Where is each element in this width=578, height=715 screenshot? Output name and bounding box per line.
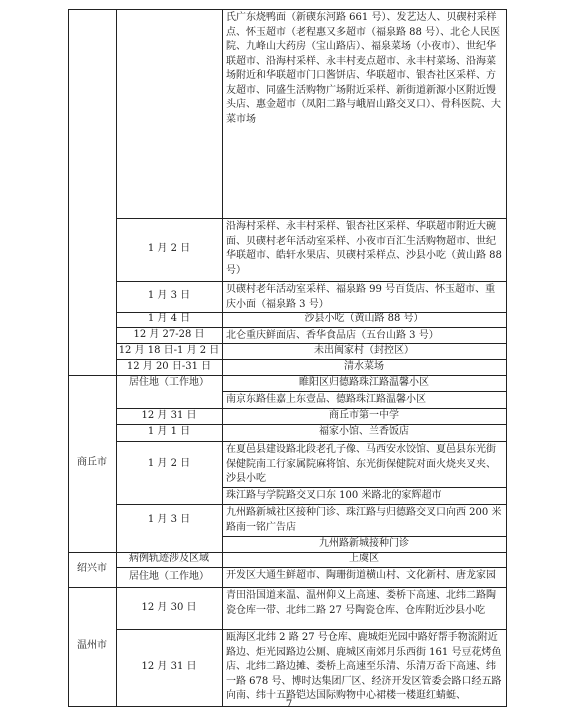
table-rule-h — [116, 567, 507, 568]
table-cell-date: 1 月 3 日 — [147, 513, 191, 525]
table-cell-places: 在夏邑县建设路北段老孔子像、马西安水饺馆、夏邑县东光街保健院南工行家属院麻将馆、东光街保健院对面火烧夹叉夹、沙县小吃 — [226, 444, 496, 484]
table-rule-h — [116, 218, 507, 219]
table-cell-date: 12 月 18 日-1 月 2 日 — [118, 344, 220, 356]
table-cell-places: 上虞区 — [349, 553, 379, 565]
table-rule-h — [116, 327, 507, 328]
table-cell-date: 1 月 1 日 — [147, 426, 191, 438]
table-cell-date: 居住地（工作地） — [129, 570, 209, 582]
table-rule-v — [116, 9, 117, 706]
table-cell-places: 瓯海区北纬 2 路 27 号仓库、鹿城炬光园中路好帮手物流附近路边、炬光园路边公厕、鹿城区南郊月乐西街 161 号豆花烤鱼店、北纬二路边摊、娄桥上高速至乐清、乐清万岙下高速、纬一路 678 号、博时达集团厂区、经济开发区管委会路口经五路向南、纬十五路铠达国际购物中心裙楼一楼逛红蜻蜓、 — [226, 632, 502, 701]
table-rule-h — [222, 536, 507, 537]
table-cell-date: 1 月 2 日 — [147, 457, 191, 469]
table-rule-h — [68, 9, 507, 10]
table-rule-h — [116, 629, 507, 630]
city-cell-shangqiu: 商丘市 — [77, 457, 107, 469]
table-rule-v — [68, 9, 69, 706]
table-cell-places: 青田沿国道来温、温州仰义上高速、娄桥下高速、北纬二路陶瓷仓库一带、北纬二路 27 号陶瓷仓库、仓库附近沙县小吃 — [226, 590, 496, 616]
table-rule-h — [68, 587, 507, 588]
table-cell-places: 九州路新城社区接种门诊、珠江路与归德路交叉口向西 200 米路南一铭广告店 — [226, 507, 502, 533]
table-cell-places: 珠江路与学院路交叉口东 100 米路北的家辉超市 — [226, 490, 442, 501]
table-rule-h — [116, 504, 507, 505]
table-cell-places: 清水菜场 — [344, 360, 384, 372]
table-cell-date: 12 月 20 日-31 日 — [126, 360, 212, 372]
table-cell-places: 氏广东烧鸭面（新碶东河路 661 号）、发艺达人、贝碶村采样点、怀玉超市（老程惠又多超市（福泉路 88 号）、北仑人民医院、九峰山大药房（宝山路店）、福泉菜场（小夜市）、世纪华联超市、沿海村采样、永丰村麦点超市、永丰村菜场、沿海菜场附近和华联超市门口酱饼店、华联超市、银杏社区采样、方友超市、同盛生活购物广场附近采样、新街道新源小区附近馒头店、惠金超市（凤阳二路与峨眉山路交叉口）、骨科医院、大菜市场 — [226, 12, 501, 125]
table-cell-date: 1 月 3 日 — [147, 290, 191, 302]
table-rule-h — [222, 487, 507, 488]
table-cell-date: 12 月 31 日 — [141, 661, 197, 673]
table-cell-date: 居住地（工作地） — [129, 376, 209, 388]
city-cell-wenzhou: 温州市 — [77, 640, 107, 652]
table-rule-h — [116, 281, 507, 282]
table-rule-h — [116, 343, 507, 344]
table-cell-places: 沿海村采样、永丰村采样、银杏社区采样、华联超市附近大碗面、贝碶村老年活动室采样、小夜市百汇生活购物超市、世纪华联超市、皓轩水果店、贝碶村采样点、沙县小吃（黄山路 88 号） — [226, 221, 502, 276]
table-cell-date: 1 月 2 日 — [147, 243, 191, 255]
table-cell-places: 贝碶村老年活动室采样、福泉路 99 号百货店、怀玉超市、重庆小面（福泉路 3 号） — [226, 284, 496, 310]
table-cell-places: 未出闽家村（封控区） — [314, 344, 414, 356]
table-cell-places: 开发区大通生鲜超市、陶珊街道横山村、文化新村、唐龙家园 — [226, 570, 496, 581]
table-rule-h — [222, 391, 507, 392]
table-cell-places: 沙县小吃（黄山路 88 号） — [304, 313, 424, 325]
table-cell-date: 12 月 31 日 — [141, 409, 197, 421]
table-rule-h — [116, 408, 507, 409]
table-cell-places: 南京东路佳嘉上东壹品、德路珠江路温馨小区 — [226, 394, 426, 405]
table-cell-date: 12 月 30 日 — [141, 601, 197, 613]
city-cell-shaoxing: 绍兴市 — [77, 563, 107, 575]
table-cell-places: 北仑重庆鲜面店、香华食品店（五台山路 3 号） — [226, 330, 439, 341]
table-cell-places: 睢阳区归德路珠江路温馨小区 — [299, 376, 429, 388]
table-cell-places: 九州路新城接种门诊 — [319, 537, 409, 549]
table-rule-h — [68, 375, 507, 376]
table-rule-h — [116, 441, 507, 442]
table-rule-h — [116, 312, 507, 313]
table-rule-v — [222, 9, 223, 706]
table-rule-v — [506, 9, 507, 706]
table-rule-h — [116, 424, 507, 425]
table-cell-places: 福家小馆、兰香饭店 — [319, 426, 409, 438]
page-number: 7 — [285, 699, 293, 710]
table-cell-date: 1 月 4 日 — [147, 313, 191, 325]
table-rule-h — [116, 359, 507, 360]
table-rule-h — [68, 552, 507, 553]
table-cell-date: 病例轨迹涉及区域 — [129, 553, 209, 565]
table-cell-places: 商丘市第一中学 — [329, 409, 399, 421]
table-cell-date: 12 月 27-28 日 — [133, 328, 205, 340]
